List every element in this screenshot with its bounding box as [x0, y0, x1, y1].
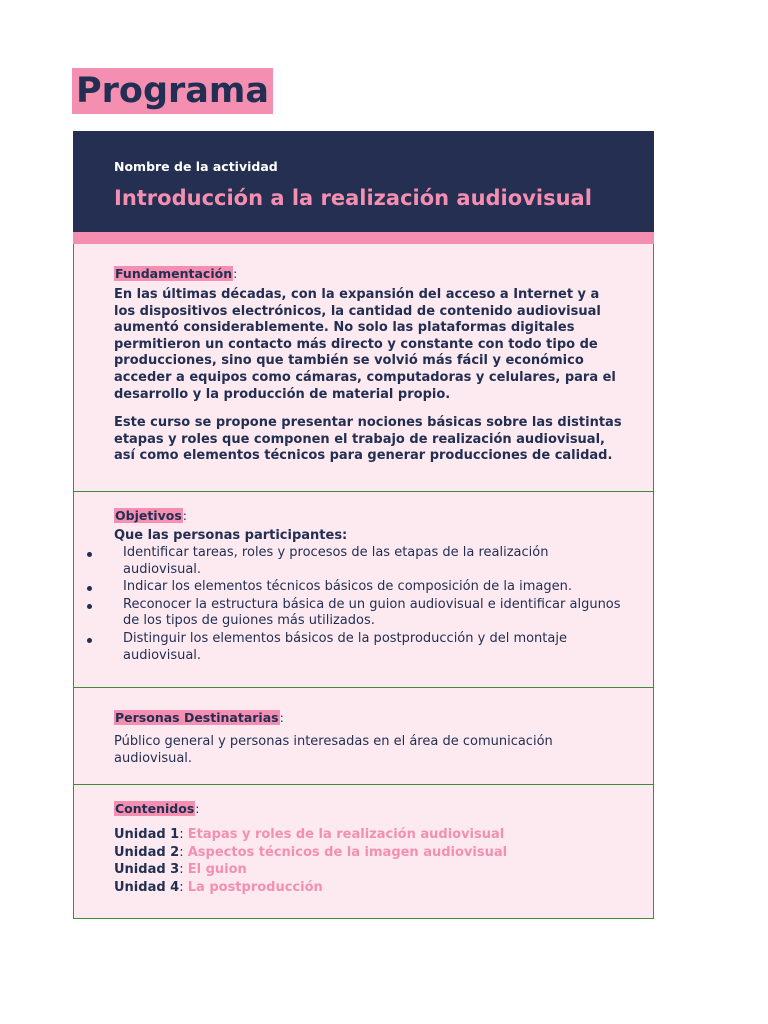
unit-title: Aspectos técnicos de la imagen audiovisual	[187, 844, 508, 860]
destinatarias-text: Público general y personas interesadas en el área de comunicación audiovisual.	[114, 734, 553, 766]
activity-title: Introducción a la realización audiovisual	[114, 186, 592, 210]
heading-colon: :	[195, 801, 200, 816]
heading-colon: :	[279, 710, 284, 725]
fundamentacion-paragraph-2: Este curso se propone presentar nociones básicas sobre las distintas etapas y roles que componen el trabajo de realización audiovisual, así como elementos técnicos para generar producciones de calidad.	[114, 415, 622, 464]
contenidos-heading: Contenidos	[115, 801, 195, 816]
list-item: Identificar tareas, roles y procesos de las etapas de la realización audiovisual.	[85, 545, 623, 578]
unit-title: Etapas y roles de la realización audiovisual	[187, 827, 505, 842]
unit-title: El guion	[187, 862, 247, 877]
fundamentacion-heading: Fundamentación	[115, 266, 233, 281]
activity-name-label: Nombre de la actividad	[114, 159, 278, 174]
section-contenidos	[73, 785, 654, 919]
unit-separator: :	[179, 827, 188, 842]
unit-row	[114, 826, 623, 844]
list-item: Indicar los elementos técnicos básicos de composición de la imagen.	[85, 579, 623, 596]
unit-separator: :	[179, 879, 188, 895]
unit-separator: :	[179, 862, 188, 877]
unit-label: Unidad 4	[114, 879, 180, 895]
unit-label: Unidad 1	[114, 827, 180, 842]
fundamentacion-paragraph-1: En las últimas décadas, con la expansión del acceso a Internet y a los dispositivos electrónicos, la cantidad de contenido audiovisual aumentó considerablemente. No solo las plataformas digitales permitieron un contacto más directo y constante con todo tipo de producciones, sino que también se volvió más fácil y económico acceder a equipos como cámaras, computadoras y celulares, para el desarrollo y la producción de material propio.	[114, 287, 616, 402]
heading-colon: :	[182, 508, 187, 523]
section-fundamentacion	[73, 244, 654, 492]
program-table	[73, 131, 654, 919]
unit-title: La postproducción	[187, 879, 323, 895]
unit-row	[114, 879, 623, 897]
unit-row	[114, 844, 623, 862]
header-stripe	[73, 232, 654, 244]
section-objetivos	[73, 492, 654, 688]
unit-label: Unidad 2	[114, 844, 180, 860]
list-item: Reconocer la estructura básica de un guion audiovisual e identificar algunos de los tipos de guiones más utilizados.	[85, 597, 623, 630]
unit-separator: :	[179, 844, 188, 860]
activity-header	[73, 131, 654, 232]
units-list	[114, 826, 623, 896]
unit-row	[114, 861, 623, 879]
objetivos-intro: Que las personas participantes:	[114, 528, 348, 543]
unit-label: Unidad 3	[114, 862, 180, 877]
objetivos-heading: Objetivos	[115, 508, 182, 523]
heading-colon: :	[233, 266, 238, 281]
objetivos-list	[85, 545, 623, 664]
page-title: Programa	[72, 68, 273, 114]
list-item: Distinguir los elementos básicos de la postproducción y del montaje audiovisual.	[85, 631, 623, 664]
section-destinatarias	[73, 688, 654, 785]
destinatarias-heading: Personas Destinatarias	[115, 710, 279, 725]
